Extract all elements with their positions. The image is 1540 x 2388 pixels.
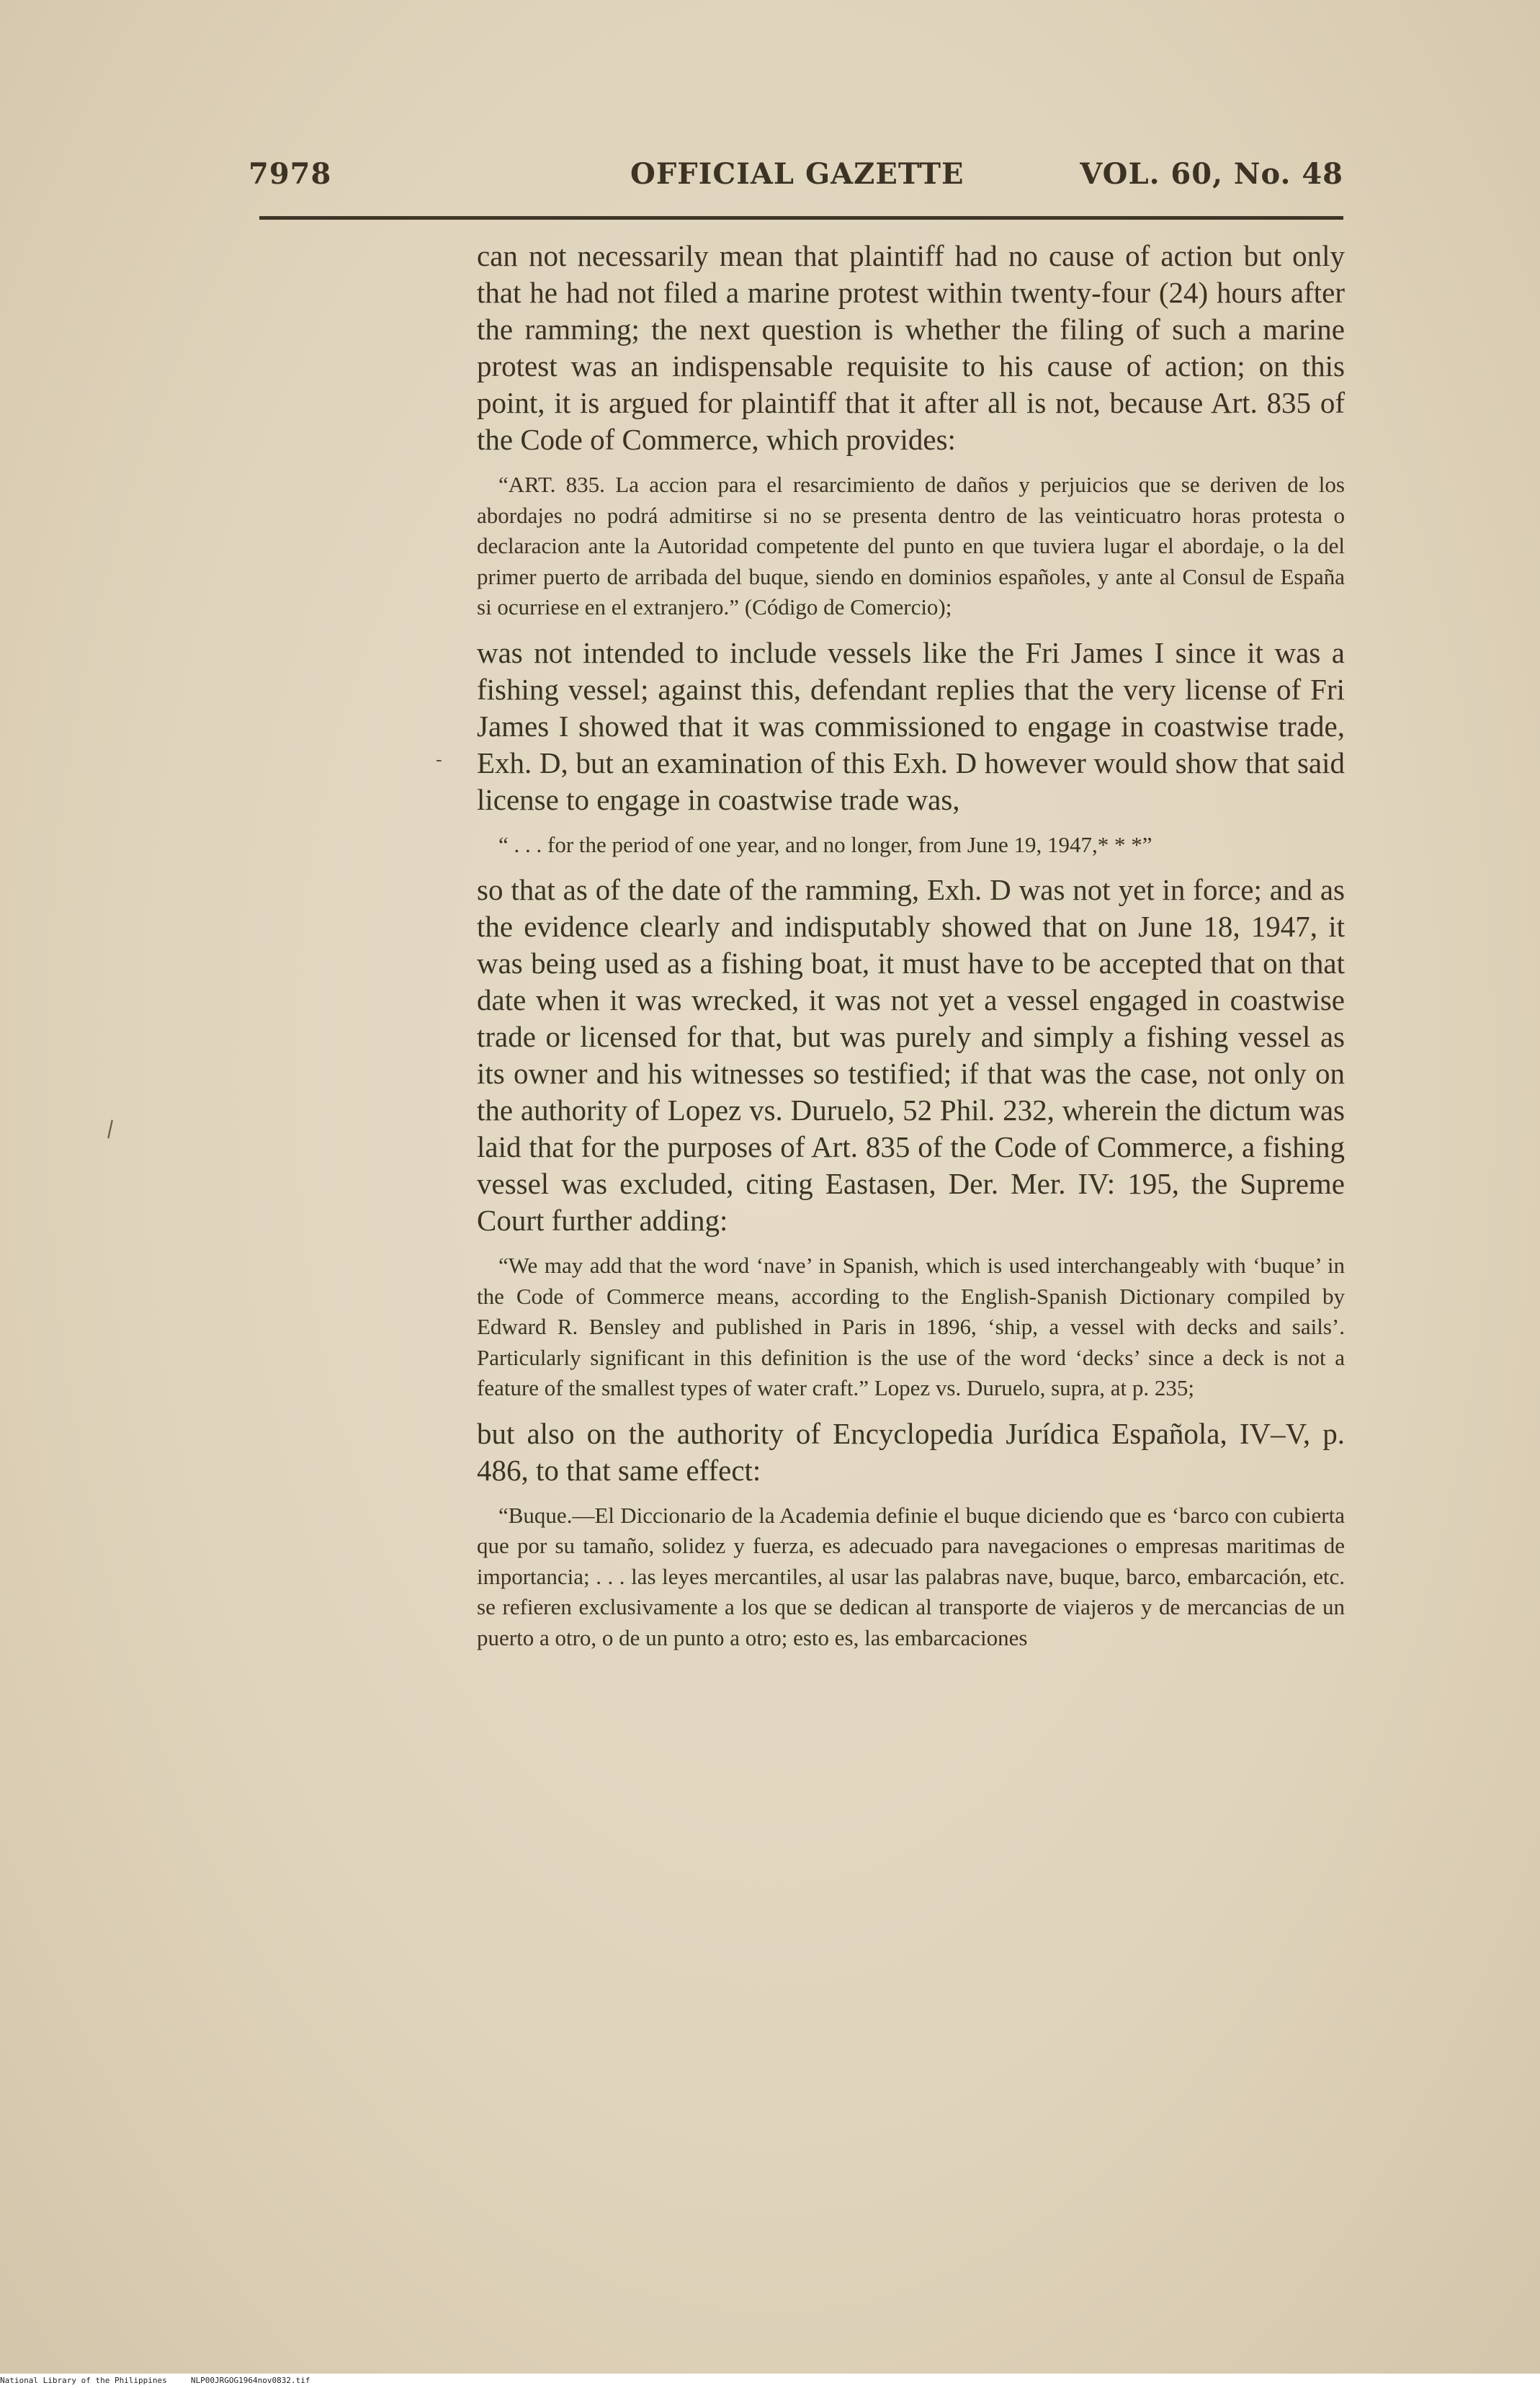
block-quote-article-835: “ART. 835. La accion para el resarcimiento de daños y perjuicios que se deriven de los abordajes no podrá admitirse si no se presenta dentro de las veinticuatro horas protesta o declaracion ante la Autoridad competente del punto en que tuviera lugar el abordaje, o la del primer puerto de arribada del buque, siendo en dominios españoles, y ante al Consul de España si ocurriese en el extranjero.” (Código de Comercio); (477, 472, 1345, 620)
margin-mark-dash: - (436, 749, 442, 771)
body-paragraph: was not intended to include vessels like the Fri James I since it was a fishing vessel; against this, defendant replies that the very license of Fri James I showed that it was commissioned to engage in coastwise trade, Exh. D, but an examination of this Exh. D however would show that said license to engage in coastwise trade was, (477, 635, 1345, 816)
volume-number: VOL. 60, No. 48 (1080, 157, 1343, 191)
page-header (249, 157, 1343, 207)
text-column (477, 238, 1345, 1665)
block-quote-buque: “Buque.—El Diccionario de la Academia definie el buque diciendo que es ‘barco con cubierta que por su tamaño, solidez y fuerza, es adecuado para navegaciones o empresas maritimas de importancia; . . . las leyes mercantiles, al usar las palabras nave, buque, barco, embarcación, etc. se refieren exclusivamente a los que se dedican al transporte de viajeros y de mercancias de un puerto a otro, o de un punto a otro; esto es, las embarcaciones (477, 1502, 1345, 1650)
body-paragraph: so that as of the date of the ramming, Exh. D was not yet in force; and as the evidence clearly and indisputably showed that on June 18, 1947, it was being used as a fishing boat, it must have to be accepted that on that date when it was wrecked, it was not yet a vessel engaged in coastwise trade or licensed for that, but was purely and simply a fishing vessel as its owner and his witnesses so testified; if that was the case, not only on the authority of Lopez vs. Duruelo, 52 Phil. 232, wherein the dictum was laid that for the purposes of Art. 835 of the Code of Commerce, a fishing vessel was excluded, citing Eastasen, Der. Mer. IV: 195, the Supreme Court further adding: (477, 873, 1345, 1237)
scan-footer: National Library of the Philippines NLP00JRGOG1964nov0832.tif (0, 2374, 1540, 2388)
publication-title: OFFICIAL GAZETTE (630, 157, 964, 191)
body-paragraph: but also on the authority of Encyclopedia Jurídica Española, IV–V, p. 486, to that same effect: (477, 1416, 1345, 1487)
body-paragraph: can not necessarily mean that plaintiff had no cause of action but only that he had not filed a marine protest within twenty-four (24) hours after the ramming; the next question is whether the filing of such a marine protest was an indispensable requisite to his cause of action; on this point, it is argued for plaintiff that it after all is not, because Art. 835 of the Code of Commerce, which provides: (477, 239, 1345, 456)
block-quote-lopez: “We may add that the word ‘nave’ in Spanish, which is used interchangeably with ‘buque’ in the Code of Commerce means, according to the English-Spanish Dictionary compiled by Edward R. Bensley and published in Paris in 1896, ‘ship, a vessel with decks and sails’. Particularly significant in this definition is the use of the word ‘decks’ since a deck is not a feature of the smallest types of water craft.” Lopez vs. Duruelo, supra, at p. 235; (477, 1253, 1345, 1400)
block-quote-license: “ . . . for the period of one year, and no longer, from June 19, 1947,* * *” (498, 831, 1152, 857)
margin-mark-tick: \ (100, 1116, 120, 1142)
page-number: 7978 (249, 157, 332, 191)
header-rule (259, 216, 1343, 220)
